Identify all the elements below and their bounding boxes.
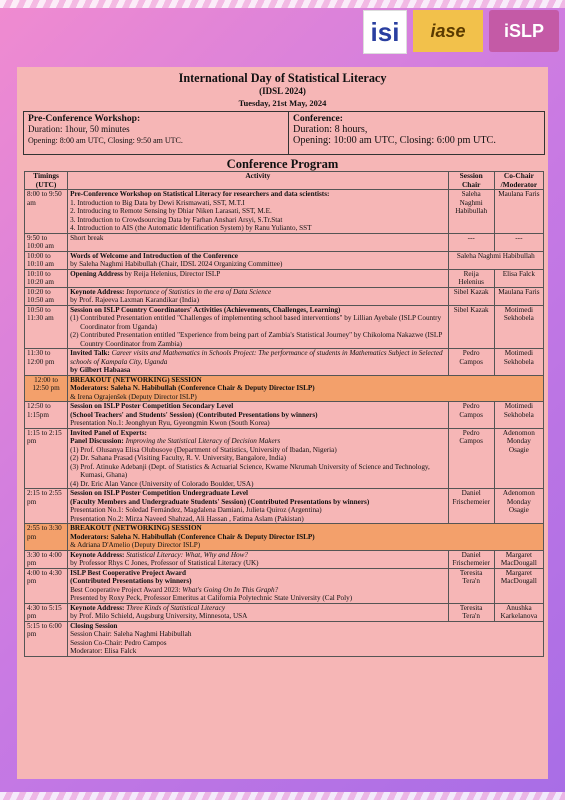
row-time: 10:20 to 10:50 am xyxy=(25,287,68,305)
row-chair: Teresita Tera'n xyxy=(448,568,494,603)
header-chair: Session Chair xyxy=(448,172,494,190)
row-moderator: Motimedi Sekhobela xyxy=(494,305,543,349)
row-chair: Pedro Campos xyxy=(448,428,494,489)
row-activity xyxy=(68,375,544,402)
header-activity: Activity xyxy=(68,172,449,190)
activity-detail: by Professor Rhys C Jones, Professor of Statistical Literacy (UK) xyxy=(70,559,259,567)
row-chair: Sibel Kazak xyxy=(448,287,494,305)
table-row xyxy=(25,251,544,269)
row-time: 11:30 to 12:00 pm xyxy=(25,349,68,376)
row-chair: Teresita Tera'n xyxy=(448,603,494,621)
activity-detail: Best Cooperative Project Award 2023: xyxy=(70,585,183,594)
row-chair: Saleha Naghmi Habibullah xyxy=(448,251,543,269)
table-row xyxy=(25,603,544,621)
list-item: (3) Prof. Atinuke Adebanji (Dept. of Statistics & Actuarial Science, Kwame Nkrumah University of Science and Technology, Kumasi, Ghana) xyxy=(70,462,430,479)
activity-moderators-cont: & Adriana D'Amelio (Deputy Director ISLP) xyxy=(70,541,201,549)
row-moderator: Margaret MacDougall xyxy=(494,550,543,568)
row-activity xyxy=(68,603,449,621)
activity-topic: What's Going On In This Graph? xyxy=(182,585,279,594)
row-chair: Pedro Campos xyxy=(448,349,494,376)
row-activity: Short break xyxy=(68,233,449,251)
activity-detail: Panel Discussion: xyxy=(70,437,126,445)
activity-detail: Session Co-Chair: Pedro Campos xyxy=(70,638,167,647)
activity-heading: Words of Welcome and Introduction of the Conference xyxy=(70,251,238,260)
row-chair: Daniel Frischemeier xyxy=(448,489,494,524)
activity-detail: (School Teachers' and Students' Session) (Contributed Presentations by winners) xyxy=(70,410,318,419)
header-timings: Timings (UTC) xyxy=(25,172,68,190)
activity-heading: Keynote Address: xyxy=(70,550,127,559)
list-item: 1. Introduction to Big Data by Dewi Krismawati, SST, M.T.I xyxy=(70,198,245,207)
program-sheet xyxy=(17,67,548,779)
row-chair: Sibel Kazak xyxy=(448,305,494,349)
overview-box xyxy=(23,111,545,155)
row-activity xyxy=(68,251,449,269)
list-item: (4) Dr. Eric Alan Vance (University of Colorado Boulder, USA) xyxy=(70,479,254,488)
row-activity xyxy=(68,489,449,524)
event-date: Tuesday, 21st May, 2024 xyxy=(238,98,327,108)
row-activity xyxy=(68,349,449,376)
activity-heading: Session on ISLP Poster Competition Undergraduate Level xyxy=(70,489,249,497)
activity-detail: by Prof. Milo Schield, Augsburg University, Minnesota, USA xyxy=(70,612,248,620)
row-time: 2:15 to 2:55 pm xyxy=(25,489,68,524)
table-row xyxy=(25,190,544,234)
activity-detail: Session Chair: Saleha Naghmi Habibullah xyxy=(70,630,192,638)
activity-heading: Keynote Address: xyxy=(70,287,127,296)
row-activity xyxy=(68,305,449,349)
logo-bar xyxy=(363,10,559,54)
top-decorative-stripe xyxy=(0,0,565,8)
event-title: International Day of Statistical Literacy xyxy=(178,71,387,85)
row-time: 8:00 to 9:50 am xyxy=(25,190,68,234)
row-moderator: Motimedi Sekhobela xyxy=(494,349,543,376)
list-item: 2. Introducing to Remote Sensing by Dhiar Niken Larasati, SST, M.E. xyxy=(70,207,272,215)
row-time: 10:00 to 10:10 am xyxy=(25,251,68,269)
activity-heading: Invited Talk: xyxy=(70,349,112,357)
activity-detail: by Reija Helenius, Director ISLP xyxy=(122,269,221,278)
program-table xyxy=(24,171,544,657)
table-row xyxy=(25,550,544,568)
row-time: 10:10 to 10:20 am xyxy=(25,269,68,287)
row-chair: Reija Helenius xyxy=(448,269,494,287)
list-item: 4. Introduction to AIS (the Automatic Identification System) by Ranu Yulianto, SST xyxy=(70,224,312,232)
table-row xyxy=(25,568,544,603)
table-row xyxy=(25,305,544,349)
activity-topic: Importance of Statistics in the era of Data Science xyxy=(126,287,272,296)
event-subtitle: (IDSL 2024) xyxy=(259,86,306,96)
activity-heading: Session on ISLP Poster Competition Secondary Level xyxy=(70,402,234,410)
row-time: 12:00 to 12:50 pm xyxy=(25,375,68,402)
row-activity xyxy=(68,568,449,603)
row-time: 10:50 to 11:30 am xyxy=(25,305,68,349)
activity-heading: Closing Session xyxy=(70,621,118,630)
activity-moderators: Moderators: Saleha N. Habibullah (Conference Chair & Deputy Director ISLP) xyxy=(70,532,315,541)
preconference-duration: Duration: 1hour, 50 minutes xyxy=(28,124,130,134)
header-moderator: Co-Chair /Moderator xyxy=(494,172,543,190)
row-time: 3:30 to 4:00 pm xyxy=(25,550,68,568)
conference-overview xyxy=(289,112,500,154)
bottom-decorative-stripe xyxy=(0,792,565,800)
row-time: 1:15 to 2:15 pm xyxy=(25,428,68,489)
row-moderator: Maulana Faris xyxy=(494,190,543,234)
activity-detail: by Prof. Rajeeva Laxman Karandikar (India) xyxy=(70,296,200,304)
isi-logo: isi xyxy=(363,10,407,54)
activity-topic: Career visits and Mathematics in Schools Project: The performance of students in Mathematics Subject in Selected schools of Kampala City, Uganda xyxy=(70,349,443,366)
table-row xyxy=(25,349,544,376)
activity-moderators-cont: & Irena Ograjenšek (Deputy Director ISLP) xyxy=(70,392,197,401)
list-item: (2) Contributed Presentation entitled "Experience from being part of Zambia's Statistical Journey" by Chikoloma Nakazwe (ISLP Country Coordinator from Zambia) xyxy=(70,331,443,348)
table-row xyxy=(25,428,544,489)
table-row-breakout xyxy=(25,375,544,402)
row-moderator: Maulana Faris xyxy=(494,287,543,305)
conference-times: Opening: 10:00 am UTC, Closing: 6:00 pm UTC. xyxy=(293,135,496,146)
row-activity xyxy=(68,621,544,656)
table-row xyxy=(25,489,544,524)
row-activity xyxy=(68,190,449,234)
activity-heading: Session on ISLP Country Coordinators' Activities (Achievements, Challenges, Learning) xyxy=(70,305,341,314)
row-activity xyxy=(68,428,449,489)
islp-logo: iSLP xyxy=(489,10,559,52)
activity-heading: Invited Panel of Experts: xyxy=(70,428,147,437)
row-chair: Saleha Naghmi Habibullah xyxy=(448,190,494,234)
row-chair: --- xyxy=(448,233,494,251)
preconference-times: Opening: 8:00 am UTC, Closing: 9:50 am UTC. xyxy=(28,136,183,145)
preconference-heading: Pre-Conference Workshop: xyxy=(28,113,141,124)
table-row xyxy=(25,621,544,656)
row-time: 2:55 to 3:30 pm xyxy=(25,524,68,551)
conference-heading: Conference: xyxy=(293,113,343,124)
list-item: Presentation No.2: Mirza Naveed Shahzad, Ali Hassan , Fatima Aslam (Pakistan) xyxy=(70,514,304,523)
row-time: 5:15 to 6:00 pm xyxy=(25,621,68,656)
iase-logo: iase xyxy=(413,10,483,52)
activity-detail-cont: Presented by Roxy Peck, Professor Emeritus at California Polytechnic State University (Cal Poly) xyxy=(70,594,353,602)
activity-heading: Opening Address xyxy=(70,269,123,278)
activity-heading: BREAKOUT (NETWORKING) SESSION xyxy=(70,524,202,532)
activity-heading: Pre-Conference Workshop on Statistical Literacy for researchers and data scientists: xyxy=(70,190,330,198)
activity-topic: Statistical Literacy: What, Why and How? xyxy=(126,550,249,559)
row-activity xyxy=(68,287,449,305)
row-moderator: Elisa Falck xyxy=(494,269,543,287)
row-moderator: --- xyxy=(494,233,543,251)
activity-topic: Improving the Statistical Literacy of Decision Makers xyxy=(125,437,281,445)
activity-heading: ISLP Best Cooperative Project Award xyxy=(70,568,186,577)
row-moderator: Margaret MacDougall xyxy=(494,568,543,603)
list-item: 3. Introduction to Crowdsourcing Data by Farhan Anshari Arsyi, S.Tr.Stat xyxy=(70,215,283,224)
table-header-row xyxy=(25,172,544,190)
activity-heading: Keynote Address: xyxy=(70,603,127,612)
row-activity xyxy=(68,269,449,287)
program-title: Conference Program xyxy=(226,157,339,171)
row-moderator: Anushka Karkelanova xyxy=(494,603,543,621)
activity-heading-cont: (Contributed Presentations by winners) xyxy=(70,577,192,585)
list-item: (2) Dr. Sahana Prasad (Visiting Faculty, R. V. University, Bangalore, India) xyxy=(70,454,287,462)
row-time: 4:30 to 5:15 pm xyxy=(25,603,68,621)
activity-detail: by Saleha Naghmi Habibullah (Chair, IDSL 2024 Organizing Committee) xyxy=(70,260,283,268)
conference-duration: Duration: 8 hours, xyxy=(293,124,368,135)
row-activity xyxy=(68,402,449,429)
preconference-overview xyxy=(24,112,289,154)
table-row-breakout xyxy=(25,524,544,551)
row-activity xyxy=(68,550,449,568)
activity-topic: Three Kinds of Statistical Literacy xyxy=(126,603,226,612)
table-row xyxy=(25,233,544,251)
table-row xyxy=(25,287,544,305)
row-time: 9:50 to 10:00 am xyxy=(25,233,68,251)
activity-moderators: Moderators: Saleha N. Habibullah (Conference Chair & Deputy Director ISLP) xyxy=(70,384,315,392)
row-moderator: Motimedi Sekhobela xyxy=(494,402,543,429)
row-chair: Daniel Frischemeier xyxy=(448,550,494,568)
row-time: 4:00 to 4:30 pm xyxy=(25,568,68,603)
table-row xyxy=(25,269,544,287)
row-time: 12:50 to 1:15pm xyxy=(25,402,68,429)
list-item: Presentation No.1: Jeonghyun Ryu, Gyeongmin Kwon (South Korea) xyxy=(70,419,270,427)
table-row xyxy=(25,402,544,429)
list-item: (1) Prof. Olusanya Elisa Olubusoye (Department of Statistics, University of Ibadan, Nigeria) xyxy=(70,445,337,454)
row-moderator: Adenomon Monday Osagie xyxy=(494,489,543,524)
row-activity xyxy=(68,524,544,551)
list-item: (1) Contributed Presentation entitled "Challenges of implementing school based interventions" by Lillian Ayebale (ISLP Country Coordinator from Uganda) xyxy=(70,314,442,331)
activity-heading: BREAKOUT (NETWORKING) SESSION xyxy=(70,375,202,384)
list-item: Presentation No.1: Soledad Fernández, Magdalena Damiani, Julieta Quiroz (Argentina) xyxy=(70,506,322,514)
activity-detail: (Faculty Members and Undergraduate Students' Session) (Contributed Presentations by winners) xyxy=(70,497,370,506)
row-moderator: Adenomon Monday Osagie xyxy=(494,428,543,489)
row-chair: Pedro Campos xyxy=(448,402,494,429)
activity-detail: by Gilbert Habaasa xyxy=(70,366,131,374)
activity-detail: Moderator: Elisa Falck xyxy=(70,647,137,655)
